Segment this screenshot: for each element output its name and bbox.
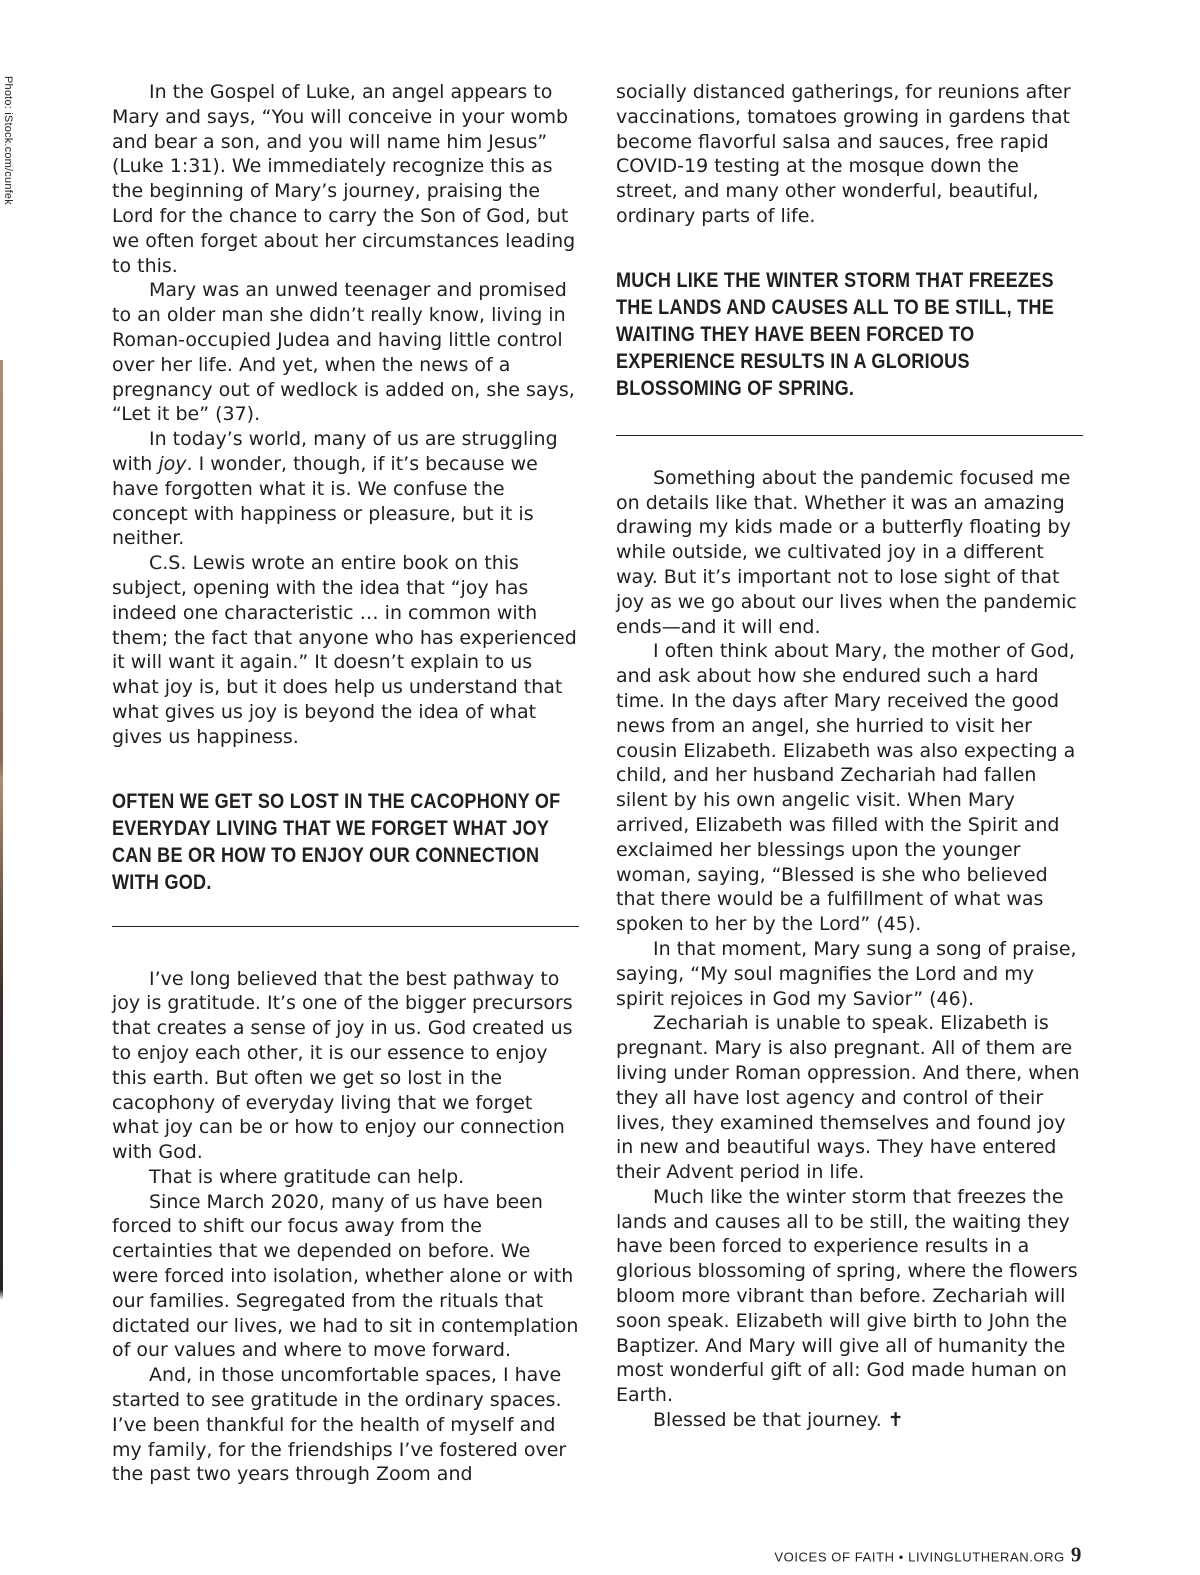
body-paragraph: Something about the pandemic focused me on details like that. Whether it was an amazing drawing my kids made or a butterfly floating by while outside, we cultivated joy in a different way. But it’s important not to lose sight of that joy as we go about our lives when the pandemic ends—and it will end. (616, 466, 1077, 638)
body-paragraph: Mary was an unwed teenager and promised to an older man she didn’t really know, living in Roman-occupied Judea and having little control over her life. And yet, when the news of a pregnancy out of wedlock is added on, she says, “Let it be” (37). (112, 279, 575, 426)
footer-text: VOICES OF FAITH • LIVINGLUTHERAN.ORG (774, 1549, 1065, 1565)
pull-quote: OFTEN WE GET SO LOST IN THE CACOPHONY OF EVERYDAY LIVING THAT WE FORGET WHAT JOY CAN BE OR HOW TO ENJOY OUR CONNECTION WITH GOD. (112, 789, 561, 894)
divider-rule (112, 926, 579, 927)
body-paragraph: That is where gratitude can help. (149, 1165, 465, 1188)
body-paragraph (112, 427, 582, 551)
emphasized-word: joy (158, 452, 187, 475)
cross-icon: ✝ (887, 1409, 904, 1432)
closing-paragraph (616, 1408, 1086, 1433)
closing-line: Blessed be that journey. (653, 1409, 882, 1432)
left-column (112, 80, 582, 1487)
text-run: . I wonder, though, if it’s because we have forgotten what it is. We confuse the concept with happiness or pleasure, but it is neither. (112, 452, 538, 550)
divider-rule (616, 435, 1083, 436)
text-run: In today’s world, many of us are struggling with (112, 428, 558, 475)
body-paragraph: In that moment, Mary sung a song of praise, saying, “My soul magnifies the Lord and my spirit rejoices in God my Savior” (46). (616, 937, 1077, 1010)
pull-quote: MUCH LIKE THE WINTER STORM THAT FREEZES THE LANDS AND CAUSES ALL TO BE STILL, THE WAITING THEY HAVE BEEN FORCED TO EXPERIENCE RESULTS IN A GLORIOUS BLOSSOMING OF SPRING. (616, 268, 1055, 400)
right-column (616, 80, 1086, 1433)
body-paragraph: Zechariah is unable to speak. Elizabeth is pregnant. Mary is also pregnant. All of them are living under Roman oppression. And there, when they all have lost agency and control of their lives, they examined themselves and found joy in new and beautiful ways. They have entered their Advent period in life. (616, 1012, 1080, 1184)
body-paragraph: Much like the winter storm that freezes the lands and causes all to be still, the waiting they have been forced to experience results in a glorious blossoming of spring, where the flowers bloom more vibrant than before. Zechariah will soon speak. Elizabeth will give birth to John the Baptizer. And Mary will give all of humanity the most wonderful gift of all: God made human on Earth. (616, 1185, 1078, 1407)
body-paragraph: Since March 2020, many of us have been forced to shift our focus away from the certainties that we depended on before. We were forced into isolation, whether alone or with our families. Segregated from the rituals that dictated our lives, we had to sit in contemplation of our values and where to move forward. (112, 1190, 579, 1362)
body-paragraph: In the Gospel of Luke, an angel appears to Mary and says, “You will conceive in your womb and bear a son, and you will name him Jesus” (Luke 1:31). We immediately recognize this as the beginning of Mary’s journey, praising the Lord for the chance to carry the Son of God, but we often forget about her circumstances leading to this. (112, 81, 576, 277)
page-number: 9 (1070, 1542, 1082, 1567)
body-paragraph: I’ve long believed that the best pathway to joy is gratitude. It’s one of the bigger precursors that creates a sense of joy in us. God created us to enjoy each other, it is our essence to enjoy this earth. But often we get so lost in the cacophony of everyday living that we forget what joy can be or how to enjoy our connection with God. (112, 967, 573, 1164)
body-paragraph: I often think about Mary, the mother of God, and ask about how she endured such a hard time. In the days after Mary received the good news from an angel, she hurried to visit her cousin Elizabeth. Elizabeth was also expecting a child, and her husband Zechariah had fallen silent by his own angelic visit. When Mary arrived, Elizabeth was filled with the Spirit and exclaimed her blessings upon the younger woman, saying, “Blessed is she who believed that there would be a fulfillment of what was spoken to her by the Lord” (45). (616, 640, 1076, 936)
body-paragraph: C.S. Lewis wrote an entire book on this subject, opening with the idea that “joy has indeed one characteristic … in common with them; the fact that anyone who has experienced it will want it again.” It doesn’t explain to us what joy is, but it does help us understand that what gives us joy is beyond the idea of what gives us happiness. (112, 552, 577, 748)
page-edge-strip (0, 0, 3, 1575)
body-paragraph: And, in those uncomfortable spaces, I have started to see gratitude in the ordinary spaces. I’ve been thankful for the health of myself and my family, for the friendships I’ve fostered over the past two years through Zoom and (112, 1364, 567, 1486)
continuation-paragraph: socially distanced gatherings, for reunions after vaccinations, tomatoes growing in gardens that become flavorful salsa and sauces, free rapid COVID-19 testing at the mosque down the street, and many other wonderful, beautiful, ordinary parts of life. (616, 81, 1071, 227)
photo-credit: Photo: iStock.com/cunfek (2, 76, 14, 205)
page-footer (774, 1543, 1082, 1568)
